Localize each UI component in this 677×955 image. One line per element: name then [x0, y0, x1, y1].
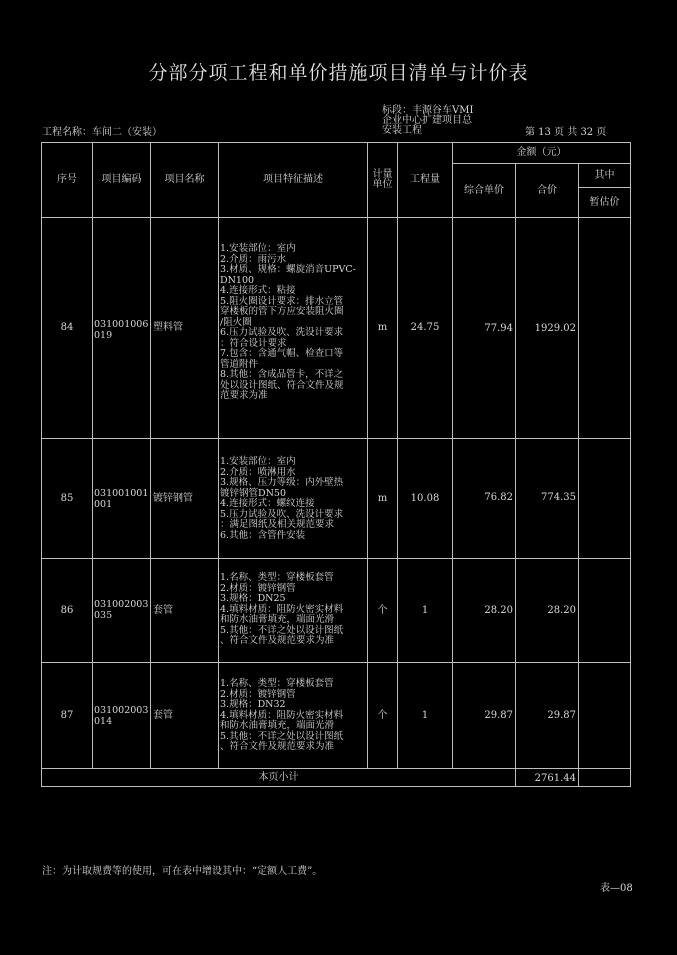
footnote: 注：为计取规费等的使用，可在表中增设其中：“定额人工费”。: [42, 866, 323, 877]
row-87-feature: 1.名称、类型：穿楼板套管 2.材质：镀锌钢管 3.规格：DN32 4.填料材质：阻防火密实材料 和防水油膏填充，端面光滑 5.其他：不详之处以设计图纸 、符合文件及规范要求为准: [220, 678, 344, 752]
row-86-unit: 个: [377, 604, 388, 616]
header-temp-price: 暂估价: [589, 196, 620, 208]
row-85-code: 031001001 001: [94, 488, 149, 510]
header-bottom: [41, 217, 631, 218]
table-border-right: [630, 142, 631, 787]
row-divider-84: [41, 438, 631, 439]
project-name: 工程名称：车间二（安装）: [42, 127, 162, 138]
header-total: 合价: [537, 184, 557, 196]
row-86-code: 031002003 035: [94, 599, 149, 621]
row-86-name: 套管: [153, 604, 173, 616]
page-title: 分部分项工程和单价措施项目清单与计价表: [148, 62, 529, 84]
row-85-qty: 10.08: [410, 492, 440, 504]
row-87-total: 29.87: [547, 710, 576, 721]
header-feature: 项目特征描述: [263, 174, 323, 185]
subtotal-label: 本页小计: [258, 771, 299, 783]
page-info: 第 13 页 共 32 页: [525, 127, 607, 138]
subtotal-value: 2761.44: [534, 773, 576, 784]
row-86-seq: 86: [60, 604, 74, 616]
row-87-code: 031002003 014: [94, 705, 149, 727]
row-87-qty: 1: [421, 709, 429, 721]
row-87-seq: 87: [60, 709, 74, 721]
col-line-code: [92, 142, 93, 768]
col-line-total: [515, 163, 516, 787]
row-divider-86: [41, 662, 631, 663]
row-84-code: 031001006 019: [94, 319, 149, 341]
row-85-seq: 85: [60, 492, 74, 504]
row-84-unit: m: [377, 322, 388, 333]
row-86-unit-price: 28.20: [484, 605, 513, 616]
row-84-feature: 1.安装部位：室内 2.介质：雨污水 3.材质、规格：螺旋消音UPVC- DN100 4.连接形式：粘接 5.阻火圈设计要求：排水立管 穿楼板的管下方应安装阻火圈 /阻火圈 6.压力试验及吹、洗设计要求 ：符合设计要求 7.包含：含通气帽、检查口等 管道附件 8.其他：含成品管卡，不详之 处以设计图纸、符合文件及规 范要求为准: [220, 243, 356, 401]
row-85-name: 镀锌钢管: [153, 492, 193, 504]
row-84-seq: 84: [60, 322, 74, 333]
row-84-qty: 24.75: [410, 322, 440, 333]
row-86-qty: 1: [421, 604, 429, 616]
header-unit: 计量 单位: [372, 169, 393, 190]
header-amount: 金额（元）: [516, 147, 567, 158]
table-border-bottom: [41, 786, 631, 787]
page-code: 表—08: [600, 883, 633, 894]
row-84-name: 塑料管: [153, 322, 183, 333]
row-86-total: 28.20: [547, 605, 576, 616]
row-divider-85: [41, 558, 631, 559]
row-84-unit-price: 77.94: [484, 323, 513, 334]
header-name: 项目名称: [164, 174, 205, 185]
header-of-which: 其中: [594, 169, 615, 181]
row-85-feature: 1.安装部位：室内 2.介质：喷淋用水 3.规格、压力等级：内外壁热 镀锌钢管DN50 4.连接形式：螺纹连接 5.压力试验及吹、洗设计要求 ：满足图纸及相关规范要求 6.其他：含管件安装: [220, 456, 344, 541]
row-85-unit-price: 76.82: [484, 492, 513, 503]
section-info: 标段：丰源谷车VMI 企业中心扩建项目总 安装工程: [382, 105, 474, 136]
header-qty: 工程量: [410, 174, 440, 185]
header-unit-price: 综合单价: [464, 184, 504, 196]
col-line-price: [452, 142, 453, 768]
row-85-unit: m: [377, 492, 388, 504]
row-87-name: 套管: [153, 709, 173, 721]
row-87-unit: 个: [377, 709, 388, 721]
header-seq: 序号: [57, 174, 77, 185]
row-85-total: 774.35: [541, 492, 576, 503]
row-86-feature: 1.名称、类型：穿楼板套管 2.材质：镀锌钢管 3.规格：DN25 4.填料材质：阻防火密实材料 和防水油膏填充，端面光滑 5.其他：不详之处以设计图纸 、符合文件及规范要求为准: [220, 572, 344, 646]
col-line-temp: [578, 163, 579, 787]
header-code: 项目编码: [101, 174, 142, 185]
row-87-unit-price: 29.87: [484, 710, 513, 721]
row-84-total: 1929.02: [534, 323, 576, 334]
